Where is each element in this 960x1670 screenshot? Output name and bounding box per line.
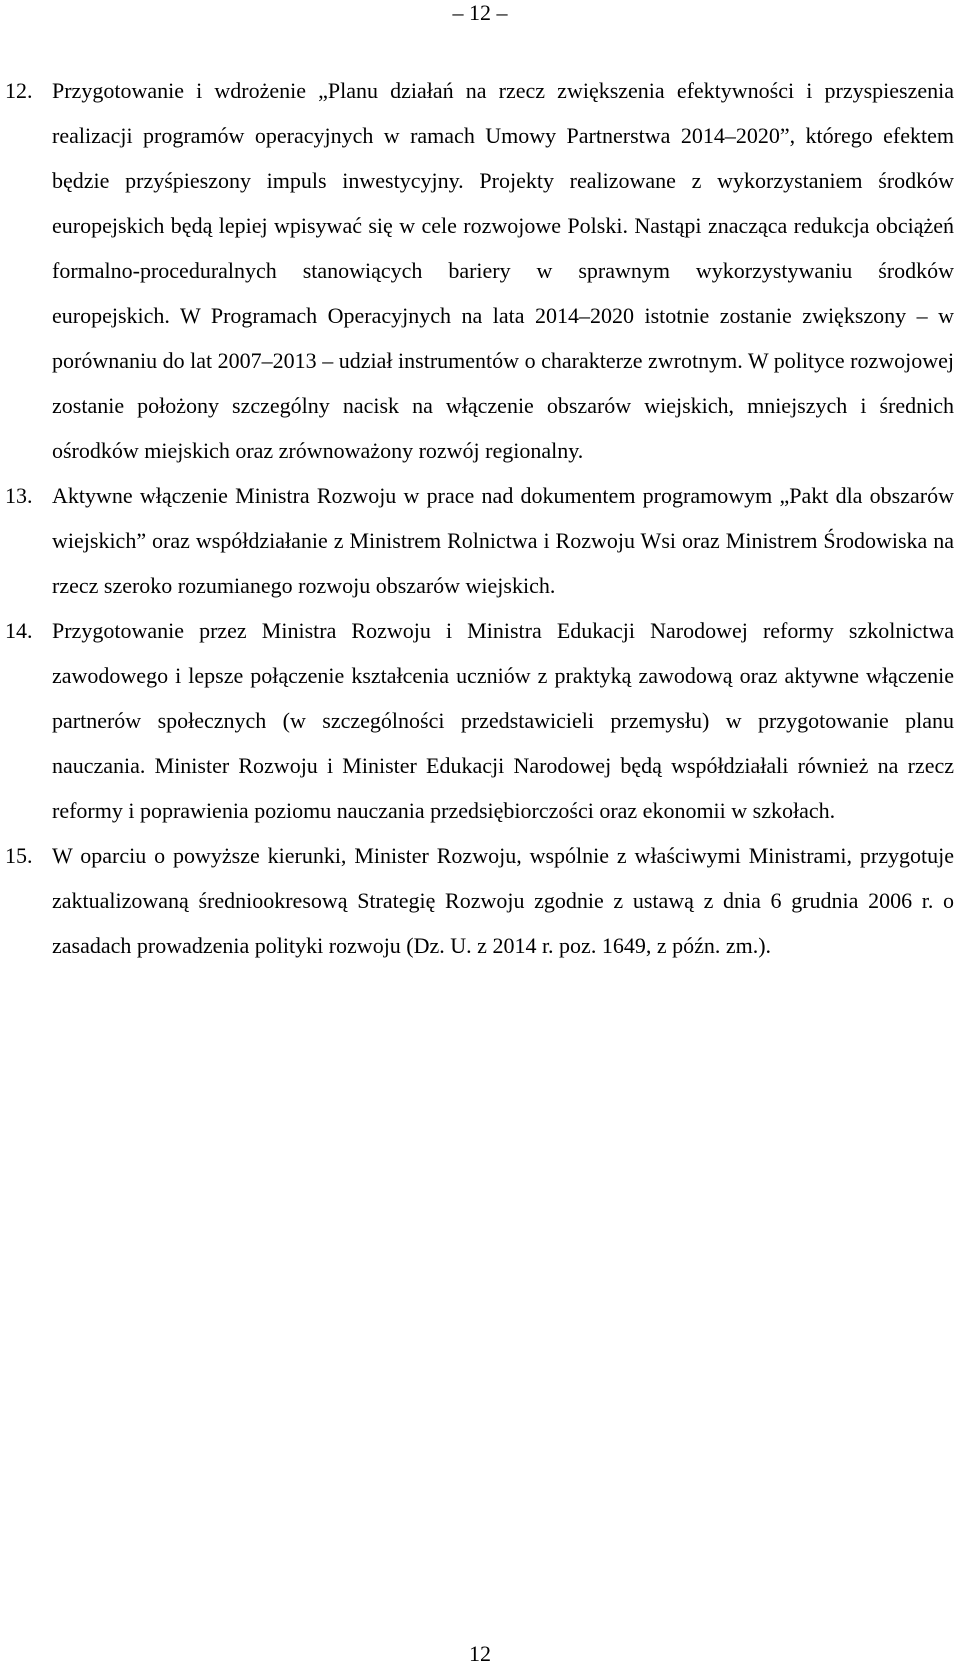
list-item-14: [0, 608, 960, 833]
numbered-list: [0, 68, 960, 968]
footer-page-number: 12: [469, 1641, 491, 1666]
item-text: Przygotowanie przez Ministra Rozwoju i Ministra Edukacji Narodowej reformy szkolnictwa zawodowego i lepsze połączenie kształcenia uczniów z praktyką zawodową oraz aktywne włączenie partnerów społecznych (w szczególności przedstawicieli przemysłu) w przygotowanie planu nauczania. Minister Rozwoju i Minister Edukacji Narodowej będą współdziałali również na rzecz reformy i poprawienia poziomu nauczania przedsiębiorczości oraz ekonomii w szkołach.: [52, 618, 954, 823]
item-number: 12.: [5, 78, 33, 103]
item-number: 14.: [5, 618, 33, 643]
item-text: Aktywne włączenie Ministra Rozwoju w prace nad dokumentem programowym „Pakt dla obszarów wiejskich” oraz współdziałanie z Ministrem Rolnictwa i Rozwoju Wsi oraz Ministrem Środowiska na rzecz szeroko rozumianego rozwoju obszarów wiejskich.: [52, 483, 954, 598]
item-number: 13.: [5, 483, 33, 508]
list-item-12: [0, 68, 960, 473]
item-text: Przygotowanie i wdrożenie „Planu działań na rzecz zwiększenia efektywności i przyspieszenia realizacji programów operacyjnych w ramach Umowy Partnerstwa 2014–2020”, którego efektem będzie przyśpieszony impuls inwestycyjny. Projekty realizowane z wykorzystaniem środków europejskich będą lepiej wpisywać się w cele rozwojowe Polski. Nastąpi znacząca redukcja obciążeń formalno-proceduralnych stanowiących bariery w sprawnym wykorzystywaniu środków europejskich. W Programach Operacyjnych na lata 2014–2020 istotnie zostanie zwiększony – w porównaniu do lat 2007–2013 – udział instrumentów o charakterze zwrotnym. W polityce rozwojowej zostanie położony szczególny nacisk na włączenie obszarów wiejskich, mniejszych i średnich ośrodków miejskich oraz zrównoważony rozwój regionalny.: [52, 78, 954, 463]
item-text: W oparciu o powyższe kierunki, Minister Rozwoju, wspólnie z właściwymi Ministrami, przygotuje zaktualizowaną średniookresową Strategię Rozwoju zgodnie z ustawą z dnia 6 grudnia 2006 r. o zasadach prowadzenia polityki rozwoju (Dz. U. z 2014 r. poz. 1649, z późn. zm.).: [52, 843, 954, 958]
list-item-15: [0, 833, 960, 968]
header-page-number: – 12 –: [452, 0, 508, 25]
list-item-13: [0, 473, 960, 608]
item-number: 15.: [5, 843, 33, 868]
